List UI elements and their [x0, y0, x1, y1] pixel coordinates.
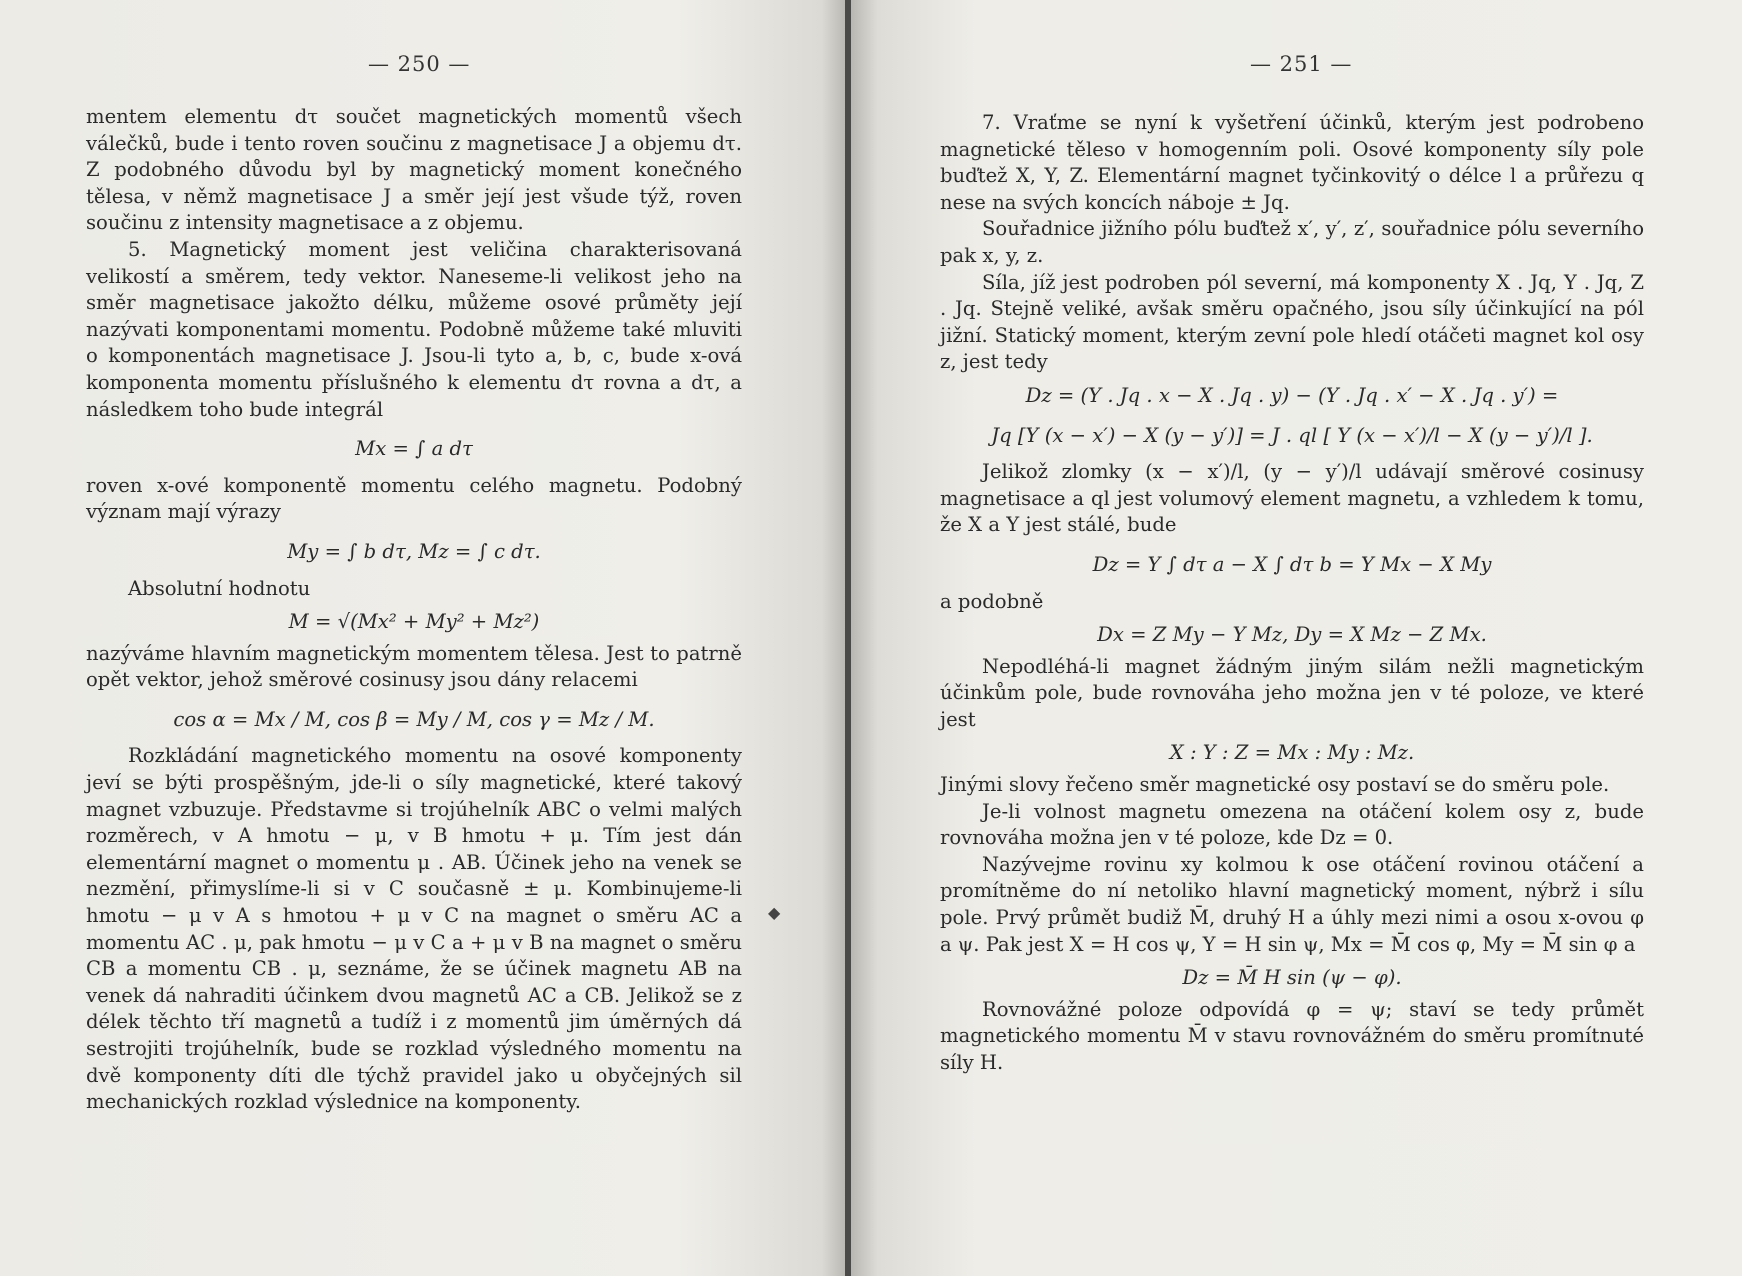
- paragraph: Nepodléhá-li magnet žádným jiným silám nežli magnetickým účinkům pole, bude rovnováha jeho možna jen v té poloze, ve které jest: [940, 654, 1644, 731]
- equation: Dx = Z My − Y Mz, Dy = X Mz − Z Mx.: [1097, 623, 1487, 647]
- paragraph: Absolutní hodnotu: [128, 576, 311, 600]
- page-number-right: — 251 —: [1250, 52, 1353, 76]
- equation: Dz = (Y . Jq . x − X . Jq . y) − (Y . Jq . x′ − X . Jq . y′) =: [1025, 383, 1559, 407]
- right-page-body: [940, 110, 1644, 1077]
- page-number-left: — 250 —: [368, 52, 471, 76]
- paragraph: Souřadnice jižního pólu buďtež x′, y′, z′, souřadnice pólu severního pak x, y, z.: [940, 217, 1644, 267]
- equation: Dz = Y ∫ dτ a − X ∫ dτ b = Y Mx − X My: [1092, 552, 1492, 576]
- paragraph: Síla, jíž jest podroben pól severní, má komponenty X . Jq, Y . Jq, Z . Jq. Stejně veliké, avšak směru opačného, jsou síly účinkující na pól jižní. Statický moment, kterým zevní pole hledí otáčeti magnet kol osy z, jest tedy: [940, 270, 1644, 374]
- paragraph: a podobně: [940, 589, 1044, 613]
- ink-mark: ◆: [768, 903, 781, 922]
- equation: Mx = ∫ a dτ: [355, 437, 473, 461]
- paragraph: Je-li volnost magnetu omezena na otáčení kolem osy z, bude rovnováha možna jen v té poloze, kde Dz = 0.: [940, 799, 1644, 850]
- paragraph: 7. Vraťme se nyní k vyšetření účinků, kterým jest podrobeno magnetické těleso v homogenním poli. Osové komponenty síly pole buďtež X, Y, Z. Elementární magnet tyčinkovitý o délce l a průřezu q nese na svých koncích náboje ± Jq.: [940, 111, 1644, 214]
- equation: cos α = Mx / M, cos β = My / M, cos γ = Mz / M.: [173, 707, 655, 731]
- right-page: [851, 0, 1742, 1276]
- left-page-body: [86, 104, 742, 1116]
- paragraph: Jelikož zlomky (x − x′)/l, (y − y′)/l udávají směrové cosinusy magnetisace a ql jest volumový element magnetu, a vzhledem k tomu, že X a Y jest stálé, bude: [940, 460, 1644, 537]
- paragraph: Rovnovážné poloze odpovídá φ = ψ; staví se tedy průmět magnetického momentu M̄ v stavu rovnovážném do směru promítnuté síly H.: [940, 997, 1644, 1074]
- equation: Dz = M̄ H sin (ψ − φ).: [1182, 966, 1402, 990]
- paragraph: mentem elementu dτ součet magnetických momentů všech válečků, bude i tento roven součinu z magnetisace J a objemu dτ. Z podobného důvodu byl by magnetický moment konečného tělesa, v němž magnetisace J a směr její jest všude týž, roven součinu z intensity magnetisace a z objemu.: [86, 105, 742, 235]
- paragraph: 5. Magnetický moment jest veličina charakterisovaná velikostí a směrem, tedy vektor. Naneseme-li velikost jeho na směr magnetisace jakožto délku, můžeme osové průměty její nazývati komponentami momentu. Podobně můžeme také mluviti o komponentách magnetisace J. Jsou-li tyto a, b, c, bude x-ová komponenta momentu příslušného k elementu dτ rovna a dτ, a následkem toho bude integrál: [86, 237, 742, 421]
- paragraph: roven x-ové komponentě momentu celého magnetu. Podobný význam mají výrazy: [86, 473, 742, 524]
- equation: M = √(Mx² + My² + Mz²): [288, 610, 540, 634]
- equation: X : Y : Z = Mx : My : Mz.: [1169, 741, 1415, 765]
- equation: My = ∫ b dτ, Mz = ∫ c dτ.: [287, 539, 541, 563]
- left-page: [0, 0, 847, 1276]
- paragraph: Jinými slovy řečeno směr magnetické osy postaví se do směru pole.: [940, 773, 1610, 797]
- paragraph: Rozkládání magnetického momentu na osové komponenty jeví se býti prospěšným, jde-li o síly magnetické, které takový magnet vzbuzuje. Představme si trojúhelník ABC o velmi malých rozměrech, v A hmotu − μ, v B hmotu + μ. Tím jest dán elementární magnet o momentu μ . AB. Účinek jeho na venek se nezmění, přimyslíme-li si v C současně ± μ. Kombinujeme-li hmotu − μ v A s hmotou + μ v C na magnet o směru AC a momentu AC . μ, pak hmotu − μ v C a + μ v B na magnet o směru CB a momentu CB . μ, seznáme, že se účinek magnetu AB na venek dá nahraditi účinkem dvou magnetů AC a CB. Jelikož se z délek těchto tří magnetů a tudíž i z momentů jim úměrných dá sestrojiti trojúhelník, bude se rozklad výsledného momentu na dvě komponenty díti dle týchž pravidel jako u obyčejných sil mechanických rozklad výslednice na komponenty.: [86, 744, 742, 1114]
- equation: Jq [Y (x − x′) − X (y − y′)] = J . ql [ Y (x − x′)/l − X (y − y′)/l ].: [991, 423, 1593, 447]
- paragraph: nazýváme hlavním magnetickým momentem tělesa. Jest to patrně opět vektor, jehož směrové cosinusy jsou dány relacemi: [86, 641, 742, 692]
- paragraph: Nazývejme rovinu xy kolmou k ose otáčení rovinou otáčení a promítněme do ní netoliko hlavní magnetický moment, nýbrž i sílu pole. Prvý průmět budiž M̄, druhý H a úhly mezi nimi a osou x-ovou φ a ψ. Pak jest X = H cos ψ, Y = H sin ψ, Mx = M̄ cos φ, My = M̄ sin φ a: [940, 852, 1644, 956]
